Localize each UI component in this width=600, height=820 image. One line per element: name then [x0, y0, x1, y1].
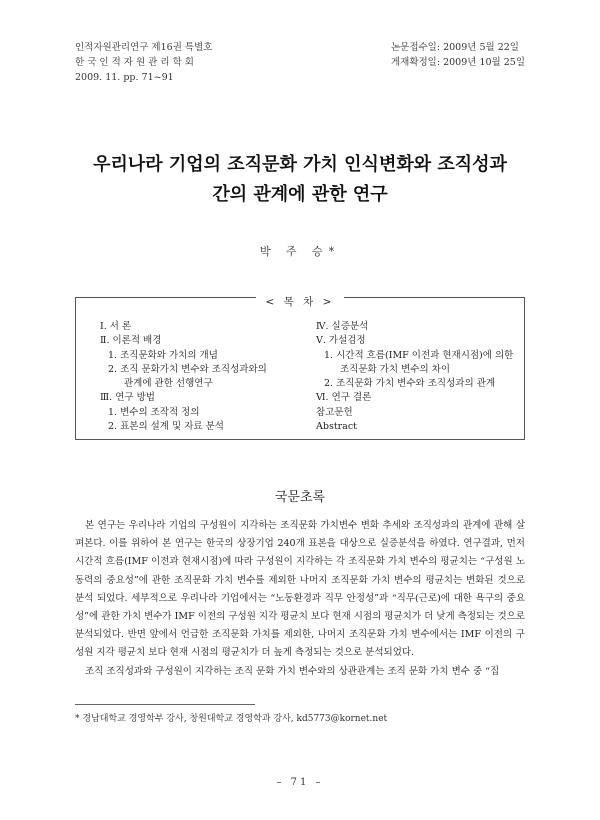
toc-label: < 목 차 >: [256, 296, 345, 308]
toc-item: Ⅱ. 이론적 배경: [100, 335, 162, 347]
title-line-1: 우리나라 기업의 조직문화 가치 인식변화와 조직성과: [93, 154, 507, 175]
abstract-paragraph: 본 연구는 우리나라 기업의 구성원이 지각하는 조직문화 가치변수 변화 추세와 조직성과의 관계에 관해 살펴본다. 이를 위하여 본 연구는 한국의 상장기업 240개 표본을 대상으로 실증분석을 하였다. 연구결과, 먼저 시간적 흐름(IMF 이전과 현재시점)에 따라 구성원이 지각하는 각 조직문화 가치 변수의 평균치는 “구성원 노동력의 중요성”에 관한 조직문화 가치 변수를 제외한 나머지 조직문화 가치 변수의 평균치는 변화된 것으로 분석 되었다. 세부적으로 우리나라 기업에서는 “노동환경과 직무 안정성”과 “직무(근로)에 대한 욕구의 중요성”에 관한 가치 변수가 IMF 이전의 구성원 지각 평균치 보다 현재 시점의 평균치가 더 낮게 측정되는 것으로 분석되었다. 반면 앞에서 언급한 조직문화 가치를 제외한, 나머지 조직문화 가치 변수에서는 IMF 이전의 구성원 지각 평균치 보다 현재 시점의 평균치가 더 높게 측정되는 것으로 분석되었다.: [75, 520, 525, 659]
toc-item: 참고문헌: [316, 406, 353, 418]
toc-right-column: [316, 320, 516, 434]
issue-pages: 2009. 11. pp. 71~91: [75, 72, 174, 83]
toc-item: Abstract: [316, 421, 357, 433]
abstract-body: [75, 517, 525, 681]
toc-item: 관계에 관한 선행연구: [124, 378, 213, 390]
table-of-contents: [75, 297, 525, 440]
toc-item: 조직문화 가치 변수의 차이: [340, 363, 451, 375]
received-date: 논문접수일: 2009년 5월 22일: [390, 42, 519, 53]
footnote-divider: [75, 704, 255, 705]
title-line-2: 간의 관계에 관한 연구: [212, 184, 388, 205]
toc-left-column: [100, 320, 305, 434]
toc-item: 2. 표본의 설계 및 자료 분석: [108, 421, 224, 433]
toc-item: 2. 조직문화 가치 변수와 조직성과의 관계: [324, 378, 495, 390]
toc-item: Ⅲ. 연구 방법: [100, 392, 155, 404]
abstract-paragraph: 조직 조직성과와 구성원이 지각하는 조직 문화 가치 변수와의 상관관계는 조직 문화 가치 변수 중 “집: [85, 665, 500, 677]
toc-item: Ⅰ. 서 론: [100, 321, 132, 332]
abstract-title: 국문초록: [274, 490, 326, 505]
author-name: 박 주 승*: [259, 245, 341, 258]
toc-item: 2. 조직 문화가치 변수와 조직성과와의: [108, 363, 267, 375]
toc-item: 1. 변수의 조작적 정의: [108, 406, 200, 418]
society-name: 한 국 인 적 자 원 관 리 학 회: [75, 57, 194, 68]
toc-item: Ⅴ. 가설검정: [316, 335, 366, 347]
toc-item: 1. 시간적 흐름(IMF 이전과 현재시점)에 의한: [324, 349, 514, 361]
submission-info: [391, 40, 525, 70]
page-number: – 71 –: [276, 777, 324, 788]
accepted-date: 게재확정일: 2009년 10월 25일: [390, 57, 525, 68]
journal-info: [75, 40, 212, 85]
journal-name: 인적자원관리연구 제16권 특별호: [75, 42, 213, 53]
toc-item: 1. 조직문화와 가치의 개념: [108, 349, 218, 361]
paper-title: [40, 150, 560, 210]
author-footnote: * 경남대학교 경영학부 강사, 창원대학교 경영학과 강사, kd5773@kornet.net: [75, 714, 388, 724]
toc-item: Ⅵ. 연구 결론: [316, 392, 372, 404]
toc-item: Ⅳ. 실증분석: [316, 321, 369, 332]
